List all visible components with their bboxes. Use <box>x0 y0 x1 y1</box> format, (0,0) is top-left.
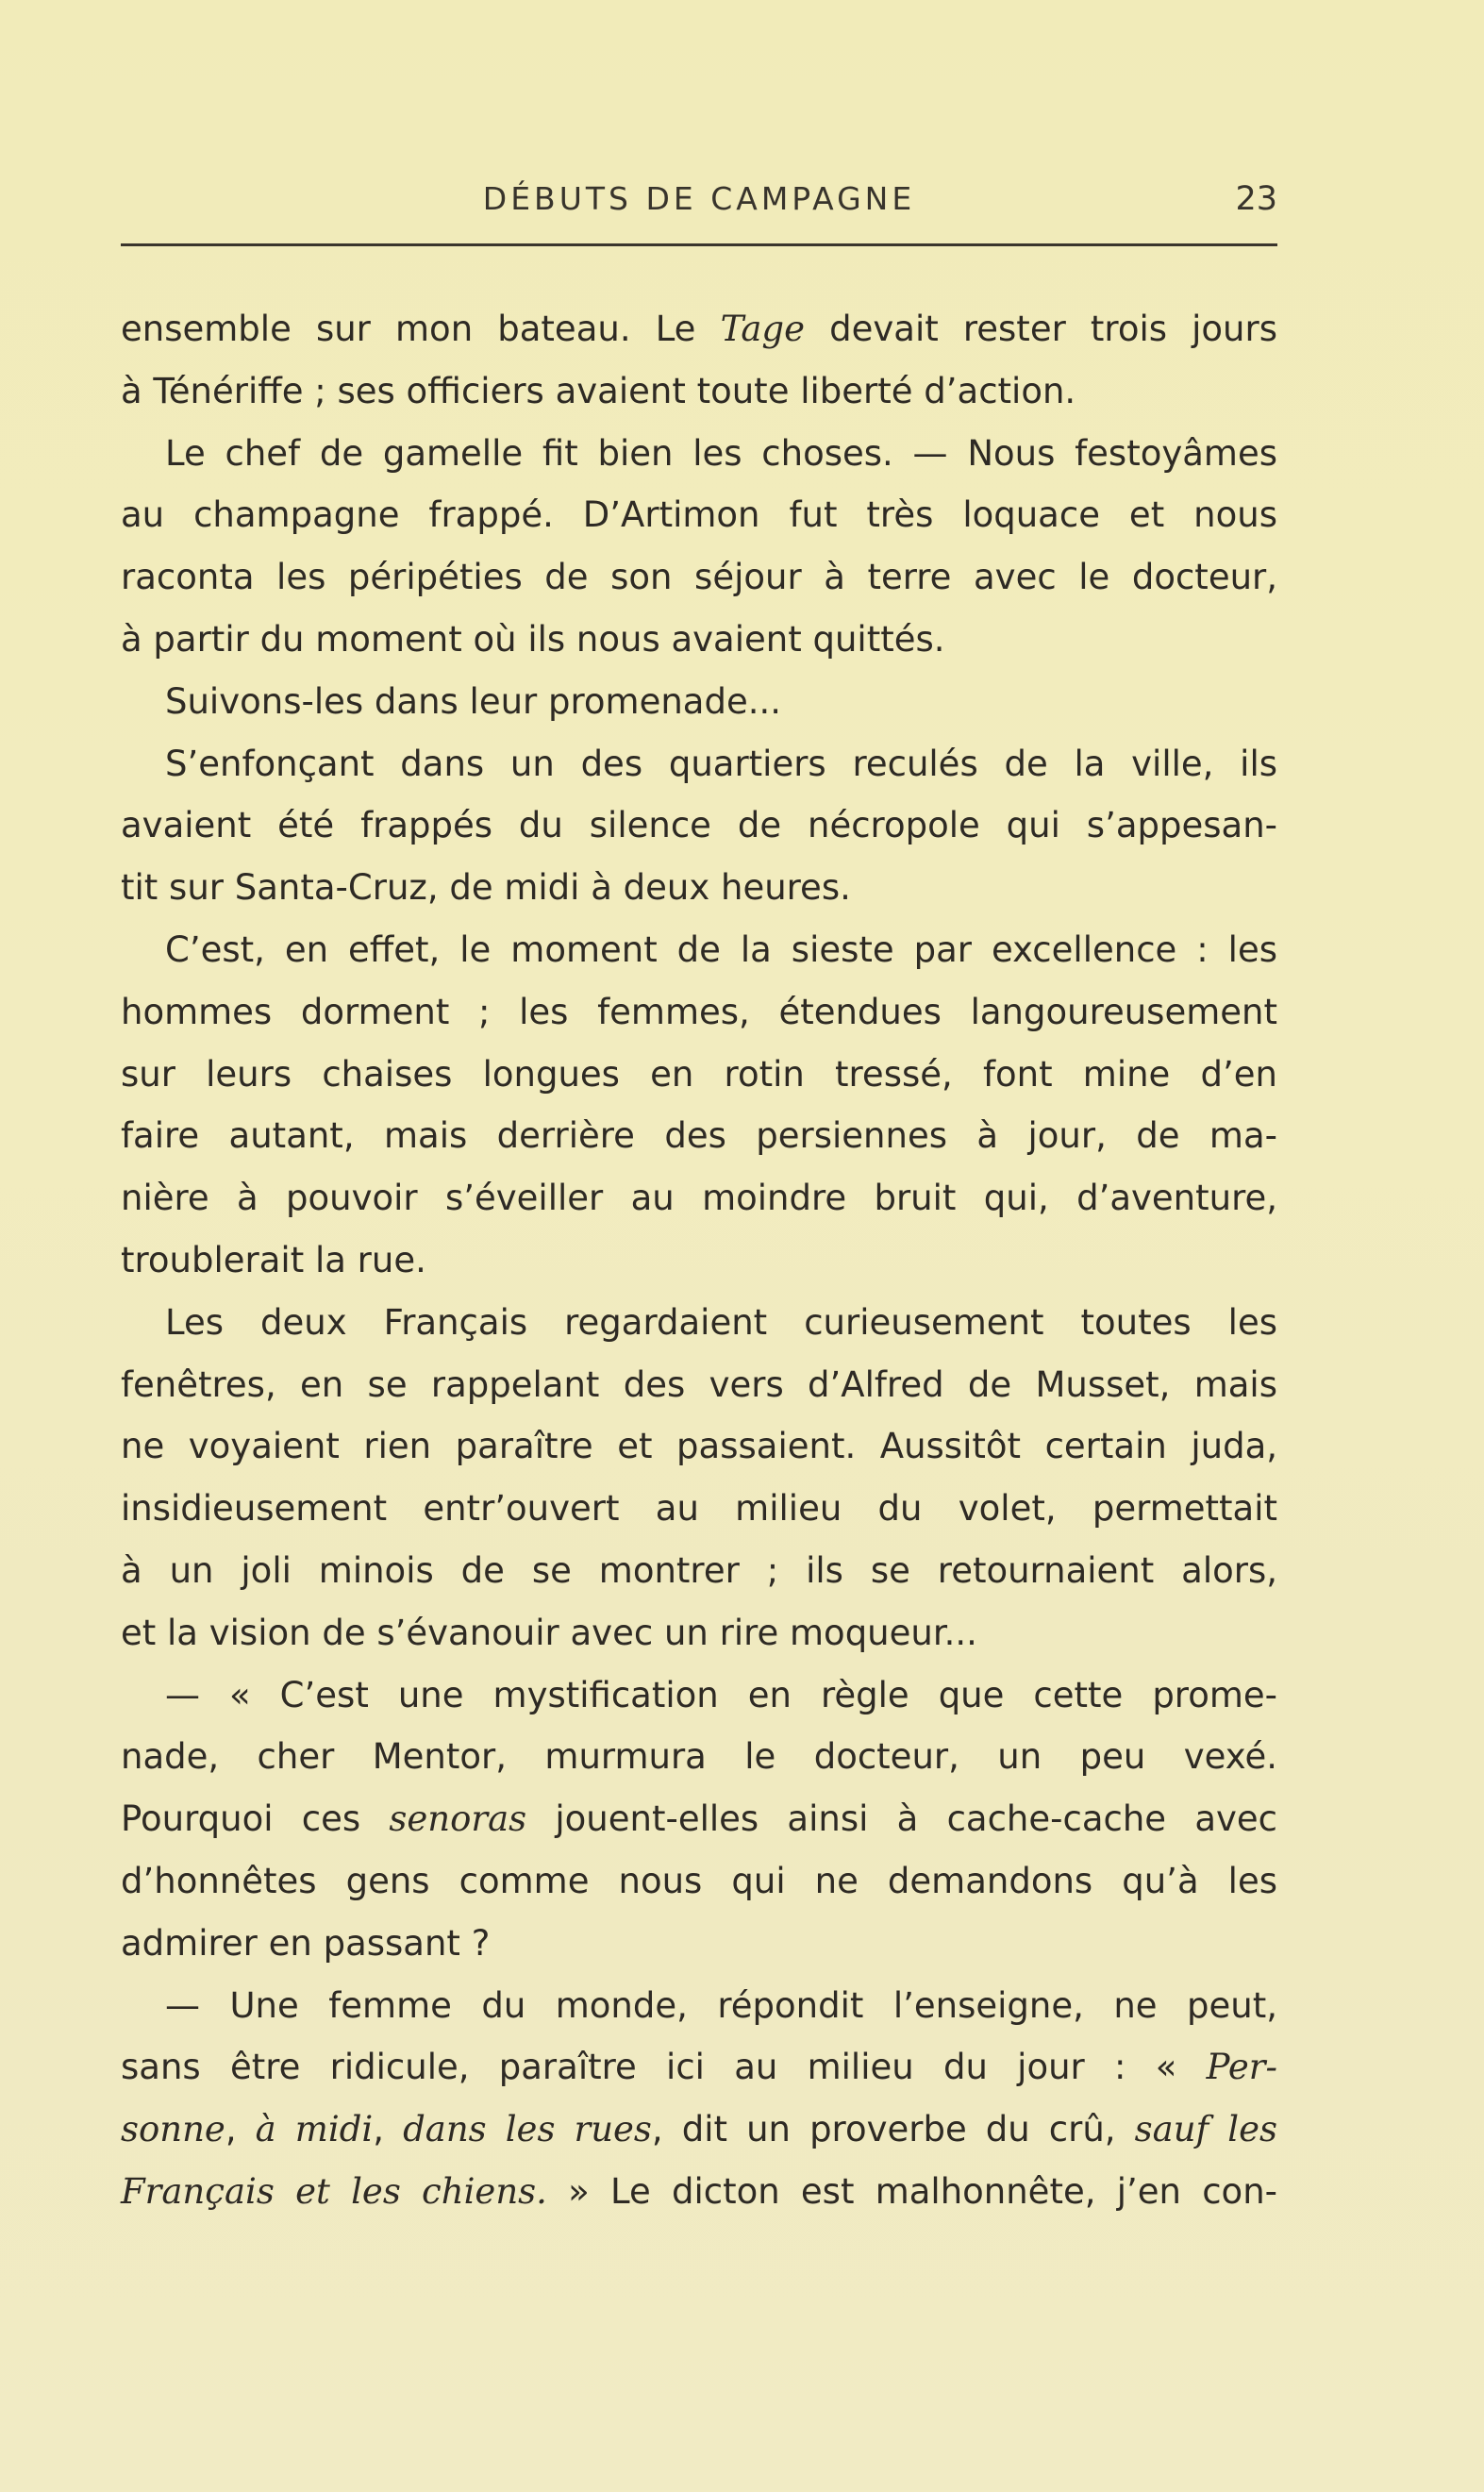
text-line <box>121 2161 1277 2223</box>
text-segment: Les deux Français regardaient curieusement toutes les <box>165 1301 1277 1343</box>
text-segment: , <box>225 2109 256 2150</box>
page-number: 23 <box>1235 180 1277 218</box>
text-line <box>121 1913 1277 1975</box>
text-segment: — Une femme du monde, répondit l’enseigne, ne peut, <box>165 1984 1277 2026</box>
text-segment: nade, cher Mentor, murmura le docteur, un peu vexé. <box>121 1736 1277 1778</box>
text-line <box>121 733 1277 795</box>
text-segment: hommes dorment ; les femmes, étendues langoureusement <box>121 991 1277 1032</box>
text-line <box>121 484 1277 546</box>
text-segment: jouent-elles ainsi à cache-cache avec <box>526 1798 1277 1840</box>
text-line <box>121 298 1277 360</box>
text-line <box>121 671 1277 733</box>
text-segment: d’honnêtes gens comme nous qui ne demandons qu’à les <box>121 1860 1277 1901</box>
text-segment: devait rester trois jours <box>805 309 1277 349</box>
text-line <box>121 1664 1277 1727</box>
text-line <box>121 2099 1277 2161</box>
italic-text: à midi <box>255 2109 374 2150</box>
text-segment: — « C’est une mystification en règle que cette prome- <box>165 1674 1277 1715</box>
text-line <box>121 1167 1277 1229</box>
text-segment: , <box>373 2109 404 2150</box>
text-segment: » Le dicton est malhonnête, j’en con- <box>546 2170 1277 2212</box>
text-line <box>121 1788 1277 1850</box>
header-rule <box>121 243 1277 246</box>
text-segment: et la vision de s’évanouir avec un rire moqueur... <box>121 1612 977 1653</box>
text-segment: nière à pouvoir s’éveiller au moindre bruit qui, d’aventure, <box>121 1178 1277 1219</box>
text-line <box>121 1478 1277 1540</box>
italic-text: sonne <box>121 2109 225 2150</box>
text-segment: fenêtres, en se rappelant des vers d’Alfred de Musset, mais <box>121 1363 1277 1405</box>
text-segment: sur leurs chaises longues en rotin tressé, font mine d’en <box>121 1053 1277 1095</box>
text-line <box>121 1105 1277 1167</box>
text-segment: raconta les péripéties de son séjour à terre avec le docteur, <box>121 557 1277 598</box>
text-segment: admirer en passant ? <box>121 1922 491 1964</box>
text-line <box>121 1229 1277 1292</box>
italic-text: Français et les chiens. <box>121 2170 547 2212</box>
text-segment: insidieusement entr’ouvert au milieu du volet, permettait <box>121 1488 1277 1530</box>
text-segment: C’est, en effet, le moment de la sieste par excellence : les <box>165 928 1277 970</box>
italic-text: Tage <box>720 309 806 349</box>
text-line <box>121 2036 1277 2099</box>
text-segment: troublerait la rue. <box>121 1239 426 1280</box>
text-line <box>121 794 1277 857</box>
text-segment: à Ténériffe ; ses officiers avaient toute liberté d’action. <box>121 370 1076 411</box>
text-line <box>121 1292 1277 1354</box>
text-line <box>121 1044 1277 1106</box>
italic-text: dans les rues <box>403 2109 652 2150</box>
running-title: DÉBUTS DE CAMPAGNE <box>482 180 916 217</box>
text-segment: Suivons-les dans leur promenade... <box>165 680 782 722</box>
text-line <box>121 423 1277 485</box>
text-line <box>121 1975 1277 2037</box>
text-line <box>121 546 1277 609</box>
text-segment: ensemble sur mon bateau. Le <box>121 309 721 349</box>
text-line <box>121 1602 1277 1664</box>
text-line <box>121 1726 1277 1788</box>
italic-text: sauf les <box>1134 2109 1278 2150</box>
text-line <box>121 981 1277 1044</box>
body-text <box>121 298 1291 2223</box>
italic-text: senoras <box>389 1798 527 1840</box>
text-line <box>121 1540 1277 1602</box>
text-segment: au champagne frappé. D’Artimon fut très loquace et nous <box>121 494 1277 536</box>
text-segment: , dit un proverbe du crû, <box>651 2109 1135 2150</box>
text-line <box>121 1850 1277 1913</box>
text-segment: faire autant, mais derrière des persiennes à jour, de ma- <box>121 1115 1277 1157</box>
text-segment: Pourquoi ces <box>121 1798 390 1840</box>
text-segment: S’enfonçant dans un des quartiers reculés de la ville, ils <box>165 743 1277 784</box>
text-segment: avaient été frappés du silence de nécropole qui s’appesan- <box>121 805 1277 846</box>
text-line <box>121 857 1277 919</box>
text-segment: tit sur Santa-Cruz, de midi à deux heures. <box>121 867 851 909</box>
text-line <box>121 1354 1277 1416</box>
text-segment: à partir du moment où ils nous avaient quittés. <box>121 618 945 660</box>
text-line <box>121 609 1277 671</box>
text-segment: sans être ridicule, paraître ici au milieu du jour : « <box>121 2047 1207 2088</box>
text-segment: Le chef de gamelle fit bien les choses. — Nous festoyâmes <box>165 432 1277 474</box>
running-header <box>121 176 1277 223</box>
text-line <box>121 919 1277 981</box>
text-segment: ne voyaient rien paraître et passaient. Aussitôt certain juda, <box>121 1426 1277 1467</box>
text-line <box>121 1415 1277 1478</box>
italic-text: Per- <box>1206 2047 1277 2088</box>
text-segment: à un joli minois de se montrer ; ils se retournaient alors, <box>121 1549 1277 1591</box>
text-line <box>121 360 1277 423</box>
